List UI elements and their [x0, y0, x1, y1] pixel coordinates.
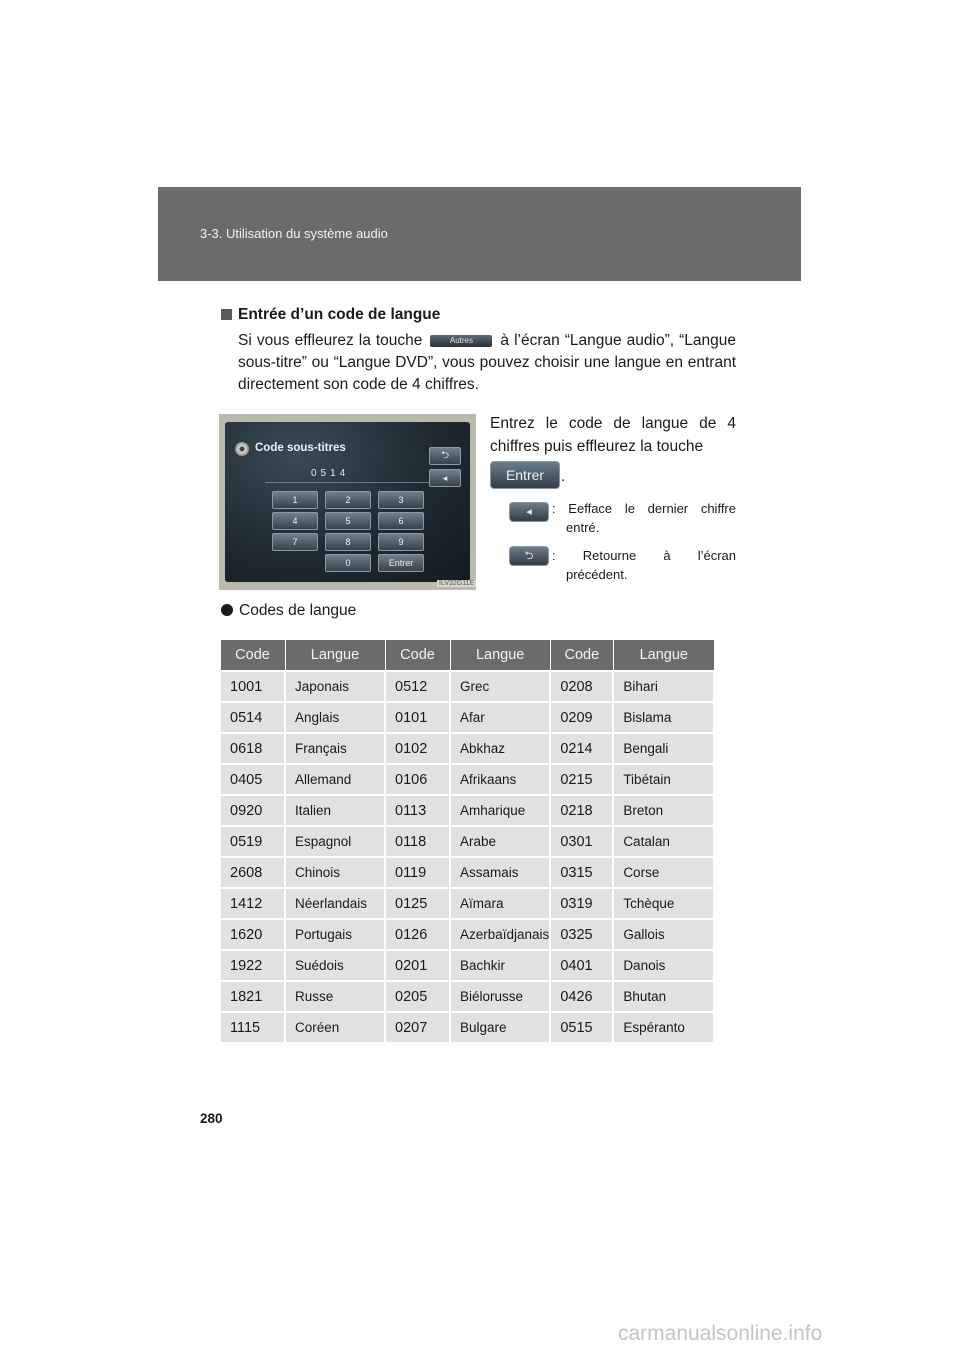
intro-after: à l’écran “Langue audio”, “Langue sous-titre” ou “Langue DVD”, vous pouvez choisir une langue en entrant directement son code de 4 chiffres. [238, 332, 736, 393]
watermark: carmanualsonline.info [618, 1322, 823, 1345]
section-heading [221, 306, 440, 324]
legend-delete-line1: : Eefface le dernier chiffre [552, 501, 736, 516]
language-cell: Suédois [285, 950, 385, 981]
language-cell: Corse [613, 857, 714, 888]
language-cell: Afrikaans [450, 764, 550, 795]
table-row [220, 919, 714, 950]
key-4: 4 [272, 512, 318, 530]
code-cell: 1620 [220, 919, 285, 950]
square-bullet-icon [221, 309, 232, 320]
code-cell: 0209 [550, 702, 613, 733]
image-stamp: ILV32G11E [439, 580, 475, 587]
key-1: 1 [272, 491, 318, 509]
language-cell: Catalan [613, 826, 714, 857]
codes-heading [221, 602, 356, 620]
table-row [220, 981, 714, 1012]
code-cell: 1922 [220, 950, 285, 981]
language-cell: Amharique [450, 795, 550, 826]
language-cell: Bachkir [450, 950, 550, 981]
header-langue: Langue [285, 640, 385, 671]
code-cell: 0519 [220, 826, 285, 857]
table-row [220, 950, 714, 981]
language-cell: Italien [285, 795, 385, 826]
code-cell: 0119 [385, 857, 450, 888]
code-cell: 0207 [385, 1012, 450, 1043]
code-cell: 0205 [385, 981, 450, 1012]
language-cell: Bulgare [450, 1012, 550, 1043]
key-9: 9 [378, 533, 424, 551]
language-cell: Russe [285, 981, 385, 1012]
legend-back-line2: précédent. [566, 567, 628, 582]
header-langue: Langue [613, 640, 714, 671]
code-cell: 0106 [385, 764, 450, 795]
language-cell: Arabe [450, 826, 550, 857]
key-3: 3 [378, 491, 424, 509]
language-cell: Bhutan [613, 981, 714, 1012]
circle-bullet-icon [221, 604, 233, 616]
code-cell: 0201 [385, 950, 450, 981]
language-cell: Grec [450, 671, 550, 702]
code-cell: 0126 [385, 919, 450, 950]
language-cell: Biélorusse [450, 981, 550, 1012]
code-cell: 0405 [220, 764, 285, 795]
legend-back [552, 546, 736, 584]
enter-button-image: Entrer [490, 461, 560, 489]
legend-back-line1: : Retourne à l’écran [552, 548, 736, 563]
language-cell: Azerbaïdjanais [450, 919, 550, 950]
language-cell: Afar [450, 702, 550, 733]
code-cell: 0319 [550, 888, 613, 919]
disc-icon [235, 442, 249, 456]
code-cell: 0118 [385, 826, 450, 857]
code-cell: 0920 [220, 795, 285, 826]
code-cell: 0514 [220, 702, 285, 733]
code-cell: 0426 [550, 981, 613, 1012]
code-cell: 1821 [220, 981, 285, 1012]
table-row [220, 826, 714, 857]
code-underline [265, 482, 455, 483]
key-8: 8 [325, 533, 371, 551]
code-cell: 0401 [550, 950, 613, 981]
header-langue: Langue [450, 640, 550, 671]
language-cell: Néerlandais [285, 888, 385, 919]
code-cell: 1001 [220, 671, 285, 702]
code-cell: 0208 [550, 671, 613, 702]
language-cell: Gallois [613, 919, 714, 950]
language-code-table [219, 640, 715, 1044]
legend-delete [552, 499, 736, 537]
code-cell: 0512 [385, 671, 450, 702]
code-cell: 0215 [550, 764, 613, 795]
code-cell: 0101 [385, 702, 450, 733]
screen-display [225, 422, 470, 582]
language-cell: Tchèque [613, 888, 714, 919]
delete-icon: ◂ [509, 502, 549, 522]
page-number: 280 [200, 1111, 223, 1126]
language-cell: Bihari [613, 671, 714, 702]
entered-code: 0514 [311, 468, 350, 479]
key-2: 2 [325, 491, 371, 509]
table-header-row [220, 640, 714, 671]
header-code: Code [220, 640, 285, 671]
intro-before: Si vous effleurez la touche [238, 332, 423, 349]
code-cell: 0214 [550, 733, 613, 764]
language-cell: Assamais [450, 857, 550, 888]
section-title: 3-3. Utilisation du système audio [200, 226, 388, 241]
code-cell: 0315 [550, 857, 613, 888]
language-cell: Espagnol [285, 826, 385, 857]
language-cell: Danois [613, 950, 714, 981]
back-icon: ⮌ [509, 546, 549, 566]
language-cell: Japonais [285, 671, 385, 702]
key-0: 0 [325, 554, 371, 572]
language-cell: Espéranto [613, 1012, 714, 1043]
table-row [220, 857, 714, 888]
key-5: 5 [325, 512, 371, 530]
screen-back-icon: ⮌ [429, 447, 461, 465]
table-row [220, 795, 714, 826]
table-row [220, 888, 714, 919]
code-cell: 2608 [220, 857, 285, 888]
language-cell: Anglais [285, 702, 385, 733]
key-6: 6 [378, 512, 424, 530]
language-cell: Bengali [613, 733, 714, 764]
key-7: 7 [272, 533, 318, 551]
code-cell: 0325 [550, 919, 613, 950]
code-cell: 0301 [550, 826, 613, 857]
language-cell: Tibétain [613, 764, 714, 795]
header-code: Code [385, 640, 450, 671]
table-row [220, 702, 714, 733]
language-cell: Coréen [285, 1012, 385, 1043]
heading-text: Entrée d’un code de langue [238, 306, 441, 323]
screen-delete-icon: ◂ [429, 469, 461, 487]
language-cell: Aïmara [450, 888, 550, 919]
code-cell: 0125 [385, 888, 450, 919]
language-cell: Abkhaz [450, 733, 550, 764]
language-cell: Français [285, 733, 385, 764]
table-row [220, 733, 714, 764]
key-enter: Entrer [378, 554, 424, 572]
instruction-text: Entrez le code de langue de 4 chiffres puis effleurez la touche [490, 415, 736, 455]
code-cell: 0218 [550, 795, 613, 826]
screen-screenshot [219, 414, 476, 590]
table-row [220, 671, 714, 702]
table-row [220, 1012, 714, 1043]
instruction-end: . [561, 468, 566, 485]
code-cell: 0618 [220, 733, 285, 764]
language-cell: Chinois [285, 857, 385, 888]
language-cell: Portugais [285, 919, 385, 950]
code-cell: 0113 [385, 795, 450, 826]
header-code: Code [550, 640, 613, 671]
code-cell: 1115 [220, 1012, 285, 1043]
legend-delete-line2: entré. [566, 520, 600, 535]
screen-title: Code sous-titres [255, 442, 346, 454]
code-cell: 1412 [220, 888, 285, 919]
language-cell: Bislama [613, 702, 714, 733]
autres-button-image: Autres [430, 335, 492, 347]
language-cell: Allemand [285, 764, 385, 795]
table-row [220, 764, 714, 795]
code-cell: 0102 [385, 733, 450, 764]
code-cell: 0515 [550, 1012, 613, 1043]
intro-paragraph [238, 330, 736, 396]
language-cell: Breton [613, 795, 714, 826]
codes-heading-text: Codes de langue [239, 602, 357, 619]
